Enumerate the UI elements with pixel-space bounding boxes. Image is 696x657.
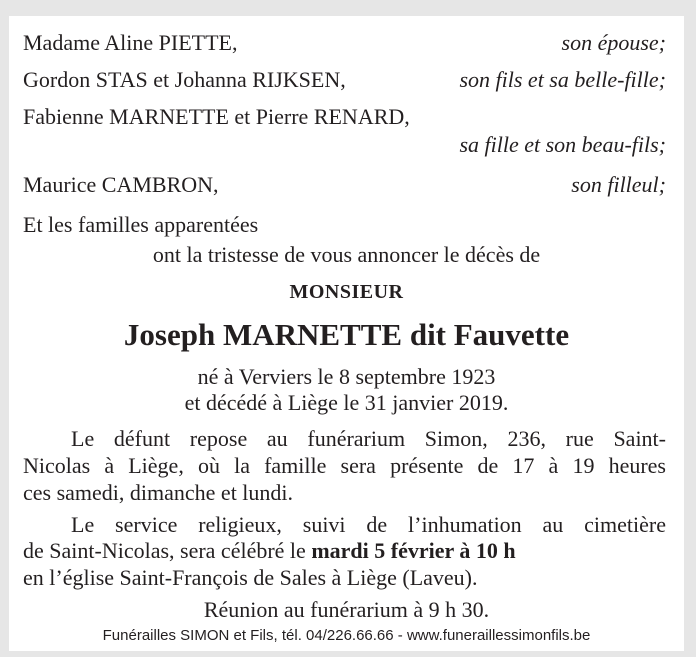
repose-line-3: ces samedi, dimanche et lundi.	[23, 480, 294, 505]
family-relation: son filleul;	[571, 172, 666, 197]
family-member-name: Maurice CAMBRON,	[23, 172, 219, 197]
service-line-2	[23, 538, 516, 564]
service-date-time: mardi 5 février à 10 h	[311, 538, 516, 563]
family-relation: sa fille et son beau-fils;	[459, 132, 666, 157]
announcement-line: ont la tristesse de vous annoncer le décès de	[152, 242, 541, 267]
repose-line-2: Nicolas à Liège, où la famille sera présente de 17 à 19 heures	[23, 453, 666, 478]
obituary-notice	[9, 16, 684, 651]
family-member-name: Madame Aline PIETTE,	[23, 30, 238, 55]
deceased-name: Joseph MARNETTE dit Fauvette	[123, 317, 570, 352]
service-line-1: Le service religieux, suivi de l’inhumation au cimetière	[71, 512, 666, 537]
families-line: Et les familles apparentées	[23, 212, 259, 237]
reunion-line: Réunion au funérarium à 9 h 30.	[203, 597, 490, 622]
service-line-2-text: de Saint-Nicolas, sera célébré le	[23, 538, 312, 563]
family-member-name: Fabienne MARNETTE et Pierre RENARD,	[23, 104, 410, 129]
birth-line: né à Verviers le 8 septembre 1923	[197, 364, 496, 389]
death-line: et décédé à Liège le 31 janvier 2019.	[184, 390, 509, 415]
service-line-3: en l’église Saint-François de Sales à Liège (Laveu).	[23, 565, 478, 590]
family-relation: son fils et sa belle-fille;	[459, 67, 666, 92]
family-relation: son épouse;	[561, 30, 666, 55]
family-member-name: Gordon STAS et Johanna RIJKSEN,	[23, 67, 346, 92]
repose-line-1: Le défunt repose au funérarium Simon, 236, rue Saint-	[71, 426, 666, 451]
honorific-title: MONSIEUR	[289, 281, 404, 303]
funeral-home-footer: Funérailles SIMON et Fils, tél. 04/226.66.66 - www.funeraillessimonfils.be	[102, 627, 591, 644]
